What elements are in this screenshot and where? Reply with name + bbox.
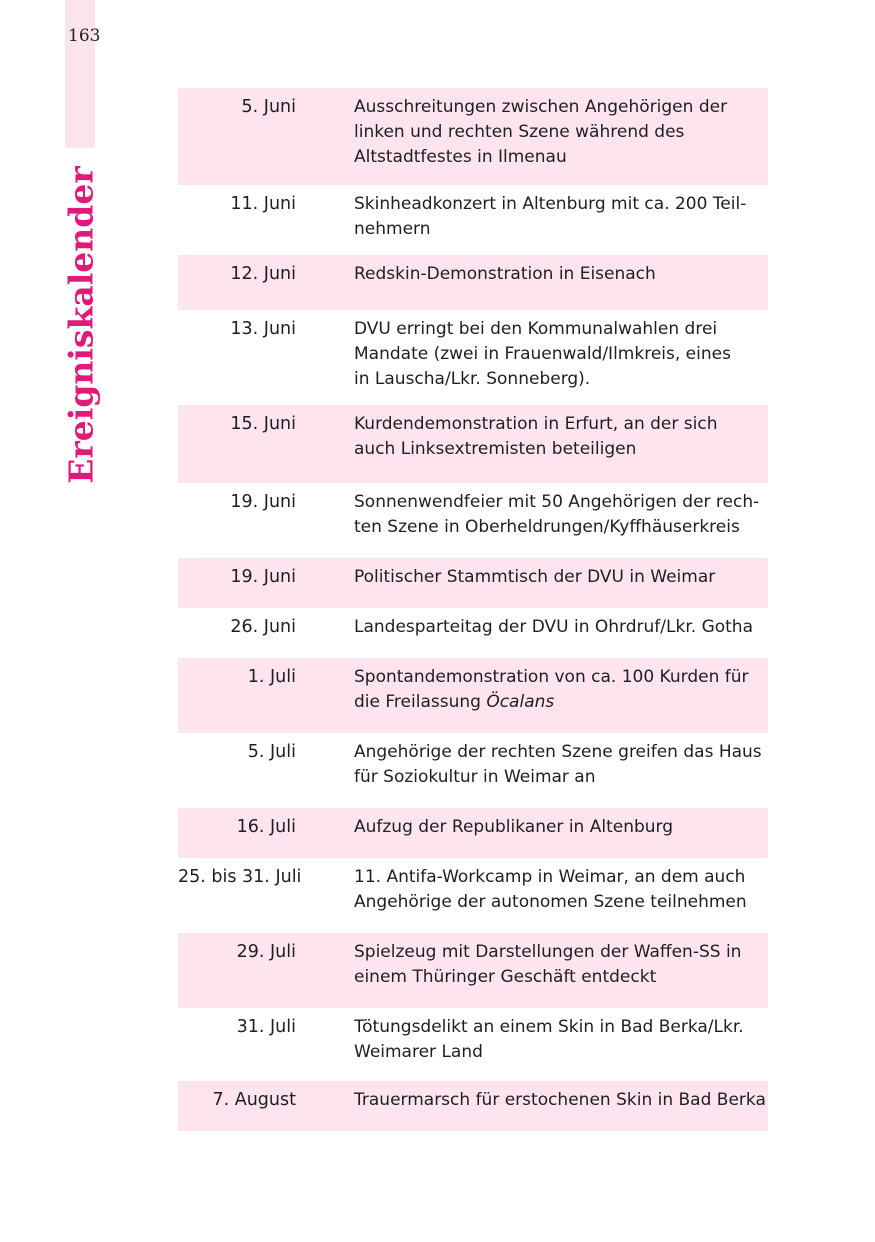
event-row — [178, 88, 768, 185]
event-date: 5. Juni — [241, 97, 296, 117]
event-description — [354, 615, 768, 640]
event-description — [354, 490, 768, 540]
event-description — [354, 262, 768, 287]
event-description-text: Landesparteitag der DVU in Ohrdruf/Lkr. Gotha — [354, 617, 754, 637]
event-description — [354, 665, 768, 715]
event-description — [354, 865, 768, 915]
event-row — [178, 483, 768, 558]
event-date: 16. Juli — [236, 817, 296, 837]
event-row — [178, 255, 768, 310]
section-title: Ereigniskalender — [61, 166, 101, 484]
event-date: 11. Juni — [230, 194, 296, 214]
event-date: 7. August — [212, 1090, 296, 1110]
event-description — [354, 740, 768, 790]
event-description-text: Kurdendemonstration in Erfurt, an der sich auch Linksextremisten beteiligen — [354, 414, 718, 459]
event-description — [354, 815, 768, 840]
event-row — [178, 1081, 768, 1131]
event-row — [178, 658, 768, 733]
event-row — [178, 808, 768, 858]
event-row — [178, 858, 768, 933]
event-description-text: Politischer Stammtisch der DVU in Weimar — [354, 567, 716, 587]
event-description-text: Spielzeug mit Darstellungen der Waffen-SS in einem Thüringer Geschäft entdeckt — [354, 942, 742, 987]
event-description-text: Tötungsdelikt an einem Skin in Bad Berka/Lkr. Weimarer Land — [354, 1017, 744, 1062]
event-description-text: Redskin-Demonstration in Eisenach — [354, 264, 656, 284]
event-description-text: Skinheadkonzert in Altenburg mit ca. 200 Teil- nehmern — [354, 194, 747, 239]
event-description-text: Angehörige der rechten Szene greifen das Haus für Soziokultur in Weimar an — [354, 742, 762, 787]
event-date: 19. Juni — [230, 492, 296, 512]
event-date: 29. Juli — [236, 942, 296, 962]
event-row — [178, 733, 768, 808]
event-row — [178, 608, 768, 658]
event-description-text: DVU erringt bei den Kommunalwahlen drei Mandate (zwei in Frauenwald/Ilmkreis, eines in Lauscha/Lkr. Sonneberg). — [354, 319, 731, 389]
page-number: 163 — [68, 26, 101, 46]
event-calendar-table — [178, 88, 768, 1131]
event-description — [354, 1088, 768, 1113]
event-date: 25. bis 31. Juli — [178, 867, 302, 887]
event-date: 26. Juni — [230, 617, 296, 637]
event-description — [354, 940, 768, 990]
event-description-text: Trauermarsch für erstochenen Skin in Bad Berka — [354, 1090, 766, 1110]
event-description — [354, 565, 768, 590]
event-description-text: Ausschreitungen zwischen Angehörigen der linken und rechten Szene während des Altstadtfestes in Ilmenau — [354, 97, 728, 167]
event-row — [178, 1008, 768, 1081]
event-description-emphasis: Öcalans — [486, 692, 555, 712]
side-tab-marker — [65, 0, 95, 148]
event-description-text: Aufzug der Republikaner in Altenburg — [354, 817, 674, 837]
event-date: 1. Juli — [247, 667, 296, 687]
event-date: 5. Juli — [247, 742, 296, 762]
event-row — [178, 405, 768, 483]
event-row — [178, 558, 768, 608]
event-date: 12. Juni — [230, 264, 296, 284]
event-description-text: Sonnenwendfeier mit 50 Angehörigen der rech- ten Szene in Oberheldrungen/Kyffhäuserkreis — [354, 492, 760, 537]
event-date: 13. Juni — [230, 319, 296, 339]
event-description — [354, 1015, 768, 1065]
event-description — [354, 192, 768, 242]
event-description — [354, 95, 768, 170]
event-description-text: 11. Antifa-Workcamp in Weimar, an dem auch Angehörige der autonomen Szene teilnehmen — [354, 867, 747, 912]
event-description — [354, 412, 768, 462]
event-description — [354, 317, 768, 392]
event-row — [178, 933, 768, 1008]
event-row — [178, 185, 768, 255]
event-date: 31. Juli — [236, 1017, 296, 1037]
event-date: 19. Juni — [230, 567, 296, 587]
event-date: 15. Juni — [230, 414, 296, 434]
event-description-text: Spontandemonstration von ca. 100 Kurden für die Freilassung — [354, 667, 749, 712]
event-row — [178, 310, 768, 405]
